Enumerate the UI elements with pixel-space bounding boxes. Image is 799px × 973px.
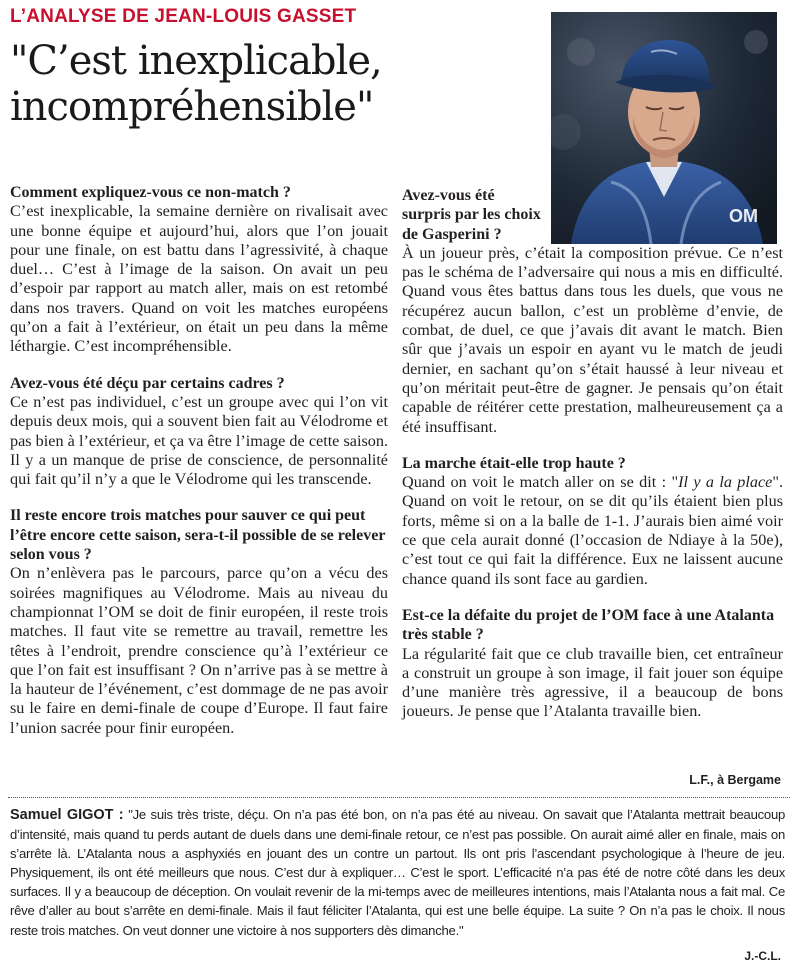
answer-2: Ce n’est pas individuel, c’est un groupe avec qui l’on vit depuis deux mois, qui a souvent bien fait au Vélodrome et pas bien à l’extérieur, et ça va être l’image de cette saison. Il y a un manque de prise de conscience, de personnalité qui fait qu’il n’y a que le Vélodrome qui les transcende. bbox=[10, 392, 388, 489]
answer-5-start: Quand on voit le match aller on se dit : " bbox=[402, 473, 679, 492]
headline-line-2: incompréhensible" bbox=[10, 84, 374, 130]
article-headline bbox=[10, 38, 540, 130]
question-2: Avez-vous été déçu par certains cadres ? bbox=[10, 374, 285, 392]
interview-left-column bbox=[10, 183, 388, 755]
answer-4: À un joueur près, c’était la composition prévue. Ce n’est pas le schéma de l’adversaire qui nous a mis en difficulté. Quand vous êtes battus dans tous les duels, que vous ne récupérez aucun ballon, c’est un problème d’envie, de combat, de duel, ce que j’avais dit avant le match. Bien sûr que j’avais un espoir en ayant vu le match de jeudi dernier, en sachant qu’on s’était haussé à leur niveau et qu’on méritait peut-être de gagner. Je pensais qu’on était capable de réitérer cette prestation, malheureusement ça a été insuffisant. bbox=[402, 243, 783, 436]
answer-5-italic: Il y a la place bbox=[678, 473, 773, 492]
answer-3: On n’enlèvera pas le parcours, parce qu’on a vécu des soirées magnifiques au Vélodrome. Mais au niveau du championnat l’OM se doit de finir européen, il reste trois matches. Il faut vite se remettre au travail, remettre les têtes à l’endroit, prendre conscience qu’à l’extérieur ce que l’on fait est insuffisant ? On n’arrive pas à se mettre à la hauteur de l’événement, c’est dommage de ne pas avoir su le faire en demi-finale de coupe d’Europe. Il faut faire l’union sacrée pour finir européen. bbox=[10, 564, 388, 737]
question-5: La marche était-elle trop haute ? bbox=[402, 454, 626, 472]
article-kicker: L’ANALYSE DE JEAN-LOUIS GASSET bbox=[10, 6, 357, 27]
interview-signature: L.F., à Bergame bbox=[689, 773, 781, 787]
quote-signature: J.-C.L. bbox=[744, 949, 781, 963]
answer-5-end: ". Quand on voit le retour, on se dit qu’ils étaient bien plus forts, même si on a la balle de 1-1. J’aurais bien aimé voir ce que cela aurait donné (l’occasion de Ndiaye à la 50e), c’est tout ce qui fait la différence. Eux ne laissent aucune chance quand ils sont face au gardien. bbox=[402, 473, 783, 588]
sidebar-quote bbox=[10, 805, 785, 940]
svg-text:OM: OM bbox=[729, 206, 758, 226]
question-4: Avez-vous été surpris par les choix de Gasperini ? bbox=[402, 187, 541, 243]
answer-6: La régularité fait que ce club travaille bien, cet entraîneur a construit un groupe à son image, il fait jouer son équipe d’une manière très agressive, il a beaucoup de bons joueurs. Je pense que l’Atalanta travaille bien. bbox=[402, 644, 783, 721]
quote-text: "Je suis très triste, déçu. On n’a pas été bon, on n’a pas été au niveau. On savait que l’Atalanta mettrait beaucoup d’intensité, mais quand tu perds autant de duels dans une demi-finale retour, ce n’est pas possible. On aurait aimé aller en finale, mais on s’arrête là. L’Atalanta nous a asphyxiés en jouant des un contre un partout. Ils ont pris l’ascendant psychologique à l’heure de jeu. Physiquement, ils ont été meilleurs que nous. C’est dur à expliquer… C’est le sport. L’efficacité n’a pas été de notre côté dans les deux surfaces. Il y a beaucoup de déception. On voulait revenir de la mi-temps avec de meilleures intentions, mais l’Atalanta nous a fait mal. Ce rêve d’aller au bout s’arrête en demi-finale. Mais il faut féliciter l’Atalanta, qui est une belle équipe. La suite ? On n’a pas le choix. Il nous reste trois matches. On veut donner une victoire à nos supporters dès dimanche." bbox=[10, 807, 786, 938]
question-1: Comment expliquez-vous ce non-match ? bbox=[10, 184, 291, 201]
question-3: Il reste encore trois matches pour sauver ce qui peut l’être encore cette saison, sera-t-il possible de se relever selon vous ? bbox=[10, 507, 386, 564]
quote-speaker-name: Samuel GIGOT : bbox=[10, 807, 124, 823]
question-6: Est-ce la défaite du projet de l’OM face à une Atalanta très stable ? bbox=[402, 606, 775, 644]
headline-line-1: "C’est inexplicable, bbox=[10, 38, 382, 84]
section-divider bbox=[8, 797, 790, 798]
answer-5 bbox=[402, 473, 783, 589]
answer-1: C’est inexplicable, la semaine dernière on rivalisait avec une bonne équipe et aujourd’hui, alors que l’on jouait pour une finale, on est battu dans l’agressivité, à chaque duel… C’est à l’image de la saison. On avait un peu d’espoir par rapport au match aller, mais on est retombé dans nos travers. Quand on voit les matches européens qu’on a fait à l’extérieur, on était un peu dans la même léthargie. C’est incompréhensible. bbox=[10, 202, 388, 356]
interview-right-column bbox=[402, 186, 783, 739]
